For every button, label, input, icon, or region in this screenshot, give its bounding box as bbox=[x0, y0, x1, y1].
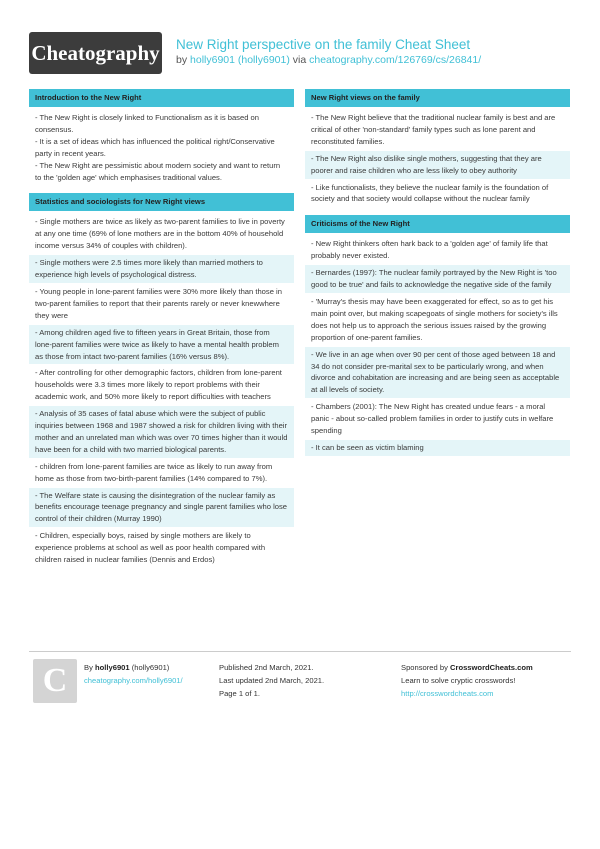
section bbox=[29, 89, 294, 185]
sponsor-prefix: Sponsored by bbox=[401, 663, 448, 672]
entry-text: - It can be seen as victim blaming bbox=[305, 440, 570, 456]
left-column bbox=[29, 89, 294, 576]
right-column bbox=[305, 89, 570, 464]
page-title: New Right perspective on the family Cheat Sheet bbox=[176, 37, 471, 52]
cheatography-logo[interactable]: Cheatography bbox=[29, 32, 162, 74]
entry-text: - The New Right believe that the traditional nuclear family is best and are critical of other 'non-standard' family types such as lone parent and reconstituted families. bbox=[311, 113, 556, 146]
entry-text: - 'Murray's thesis may have been exaggerated for effect, so as to get his main point over, but making scapegoats of single mothers for society's ills does not help us to approach the serious issues raised by the growing proportion of one-parent families. bbox=[311, 296, 558, 342]
section-entries bbox=[29, 214, 294, 568]
byline bbox=[176, 54, 481, 66]
footer-author-block bbox=[84, 661, 183, 687]
entry-text: - Young people in lone-parent families were 30% more likely than those in two-parent families to report that their parents rarely or never knewwhere they were bbox=[35, 286, 282, 320]
section-title: New Right views on the family bbox=[305, 89, 570, 107]
entry-text: - Chambers (2001): The New Right has created undue fears - a moral panic - about so-called problem families in order to justify cuts in welfare spending bbox=[311, 402, 554, 436]
entry-text: - After controlling for other demographic factors, children from lone-parent households were 3.3 times more likely to report problems with their academic work, and 50% more likely to report difficulties with teachers bbox=[35, 368, 282, 402]
entry-text: - Single mothers are twice as likely as two-parent families to live in poverty at any one time (69% of lone mothers are in the bottom 40% of household income versus 34% of couples with children). bbox=[35, 217, 285, 251]
section-title: Statistics and sociologists for New Right views bbox=[29, 193, 294, 211]
sponsor-link[interactable]: http://crosswordcheats.com bbox=[401, 689, 494, 698]
section-entries bbox=[305, 236, 570, 456]
entry-text: - The New Right also dislike single mothers, suggesting that they are poorer and raise children who are less likely to obey authority bbox=[305, 151, 570, 179]
footer-sponsor-block bbox=[401, 661, 533, 700]
footer-author-link[interactable]: cheatography.com/holly6901/ bbox=[84, 676, 183, 685]
sponsor-name[interactable]: CrosswordCheats.com bbox=[450, 663, 533, 672]
entry-text: - We live in an age when over 90 per cent of those aged between 18 and 34 do not consider pre-marital sex to be particularly wrong, and when divorce and cohabitation are increasing and are being seen as acceptable at all levels of society. bbox=[305, 347, 570, 399]
entry-text: - Bernardes (1997): The nuclear family portrayed by the New Right is 'too good to be true' and fails to acknowledge the negative side of the family bbox=[305, 265, 570, 293]
entry-text: - Single mothers were 2.5 times more likely than married mothers to experience high levels of psychological distress. bbox=[29, 255, 294, 283]
footer-divider bbox=[29, 651, 571, 652]
footer-dates-block bbox=[219, 661, 324, 700]
section bbox=[29, 193, 294, 568]
entry-text: - Analysis of 35 cases of fatal abuse which were the subject of public inquiries between 1968 and 1987 showed a risk for children living with their mother and an unrelated man which was over 70 times higher than it would have been for a child with two married biological parents. bbox=[29, 406, 294, 458]
byline-via: via bbox=[292, 54, 307, 66]
byline-by: by bbox=[176, 54, 188, 66]
footer-by: By bbox=[84, 663, 93, 672]
sponsor-tagline: Learn to solve cryptic crosswords! bbox=[401, 676, 516, 685]
author-avatar: C bbox=[33, 659, 77, 703]
entry-text: - The Welfare state is causing the disintegration of the nuclear family as benefits encourage teenage pregnancy and single parent families who lose control of their children (Murray 1990) bbox=[29, 488, 294, 528]
entry-text: - New Right thinkers often hark back to a 'golden age' of family life that probably never existed. bbox=[311, 239, 548, 261]
section-title: Introduction to the New Right bbox=[29, 89, 294, 107]
section-entries bbox=[29, 110, 294, 185]
entry-text: - Like functionalists, they believe the nuclear family is the foundation of society and that society would collapse without the nuclear family bbox=[311, 182, 549, 204]
entry-text: - children from lone-parent families are twice as likely to run away from home as those from two-birth-parent families (14% compared to 7%). bbox=[35, 461, 273, 483]
page-count: Page 1 of 1. bbox=[219, 689, 260, 698]
published-date: Published 2nd March, 2021. bbox=[219, 663, 314, 672]
footer-author-handle: (holly6901) bbox=[131, 663, 170, 672]
section-entries bbox=[305, 110, 570, 207]
section-title: Criticisms of the New Right bbox=[305, 215, 570, 233]
sheet-url-link[interactable]: cheatography.com/126769/cs/26841/ bbox=[309, 54, 482, 66]
updated-date: Last updated 2nd March, 2021. bbox=[219, 676, 325, 685]
section bbox=[305, 89, 570, 207]
entry-text: - Among children aged five to fifteen years in Great Britain, those from lone-parent families were twice as likely to have a mental health problem as those from intact two-parent families (16% versus 8%). bbox=[29, 325, 294, 365]
entry-text: - Children, especially boys, raised by single mothers are likely to experience problems at school as well as poor health compared with children raised in nuclear families (Dennis and Erdos) bbox=[35, 531, 266, 565]
author-link[interactable]: holly6901 (holly6901) bbox=[190, 54, 290, 66]
entry-text: - The New Right is closely linked to Functionalism as it is based on consensus. - It is a set of ideas which has influenced the political right/Conservative party in recent years. - The New Right are pessimistic about modern society and want to return to the 'golden age' which emphasises traditional values. bbox=[35, 113, 281, 182]
footer-author-name: holly6901 bbox=[95, 663, 130, 672]
section bbox=[305, 215, 570, 456]
